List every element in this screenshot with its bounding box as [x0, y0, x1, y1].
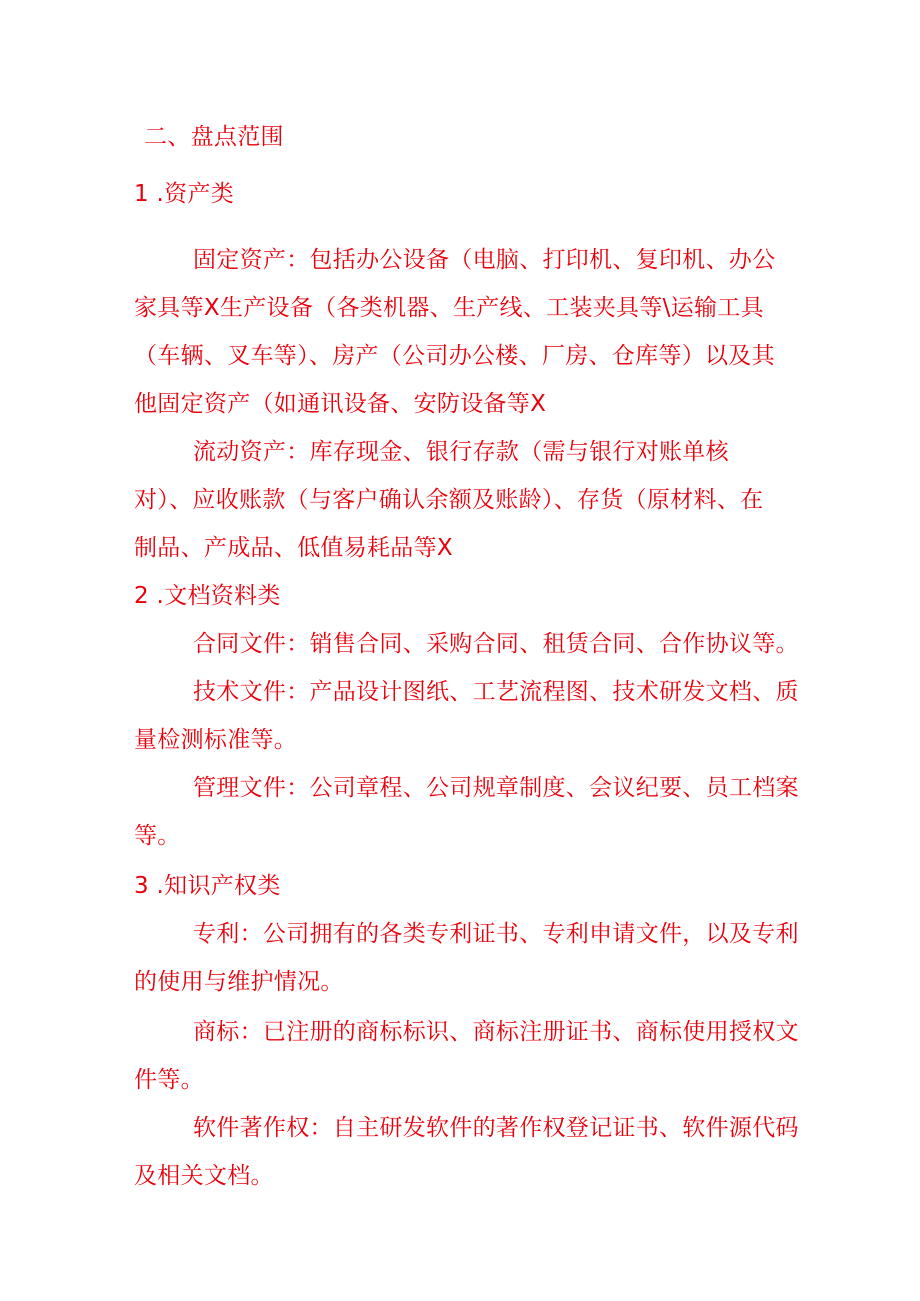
paragraph-line: 软件著作权：自主研发软件的著作权登记证书、软件源代码 — [193, 1115, 799, 1141]
paragraph-line: 专利：公司拥有的各类专利证书、专利申请文件，以及专利 — [193, 921, 799, 947]
paragraph-line: 及相关文档。 — [134, 1163, 274, 1189]
paragraph-line: （车辆、叉车等）、房产（公司办公楼、厂房、仓库等）以及其 — [134, 343, 775, 369]
paragraph-line: 合同文件：销售合同、采购合同、租赁合同、合作协议等。 — [193, 631, 799, 657]
paragraph-line: 商标：已注册的商标标识、商标注册证书、商标使用授权文 — [193, 1019, 799, 1045]
subsection-heading-documents: 2 .文档资料类 — [134, 583, 281, 609]
paragraph-line: 等。 — [134, 823, 181, 849]
paragraph-line: 的使用与维护情况。 — [134, 969, 344, 995]
paragraph-line: 家具等X生产设备（各类机器、生产线、工装夹具等\运输工具 — [134, 295, 764, 321]
subsection-heading-ip: 3 .知识产权类 — [134, 873, 281, 899]
paragraph-line: 对）、应收账款（与客户确认余额及账龄）、存货（原材料、在 — [134, 487, 764, 513]
paragraph-line: 固定资产：包括办公设备（电脑、打印机、复印机、办公 — [193, 247, 776, 273]
paragraph-line: 技术文件：产品设计图纸、工艺流程图、技术研发文档、质 — [193, 679, 799, 705]
section-heading: 二、盘点范围 — [144, 124, 284, 150]
paragraph-line: 件等。 — [134, 1067, 204, 1093]
paragraph-line: 管理文件：公司章程、公司规章制度、会议纪要、员工档案 — [193, 775, 799, 801]
paragraph-line: 制品、产成品、低值易耗品等X — [134, 535, 453, 561]
subsection-heading-assets: 1 .资产类 — [134, 181, 235, 207]
paragraph-line: 他固定资产（如通讯设备、安防设备等X — [134, 391, 547, 417]
paragraph-line: 量检测标准等。 — [134, 727, 298, 753]
paragraph-line: 流动资产：库存现金、银行存款（需与银行对账单核 — [193, 439, 729, 465]
